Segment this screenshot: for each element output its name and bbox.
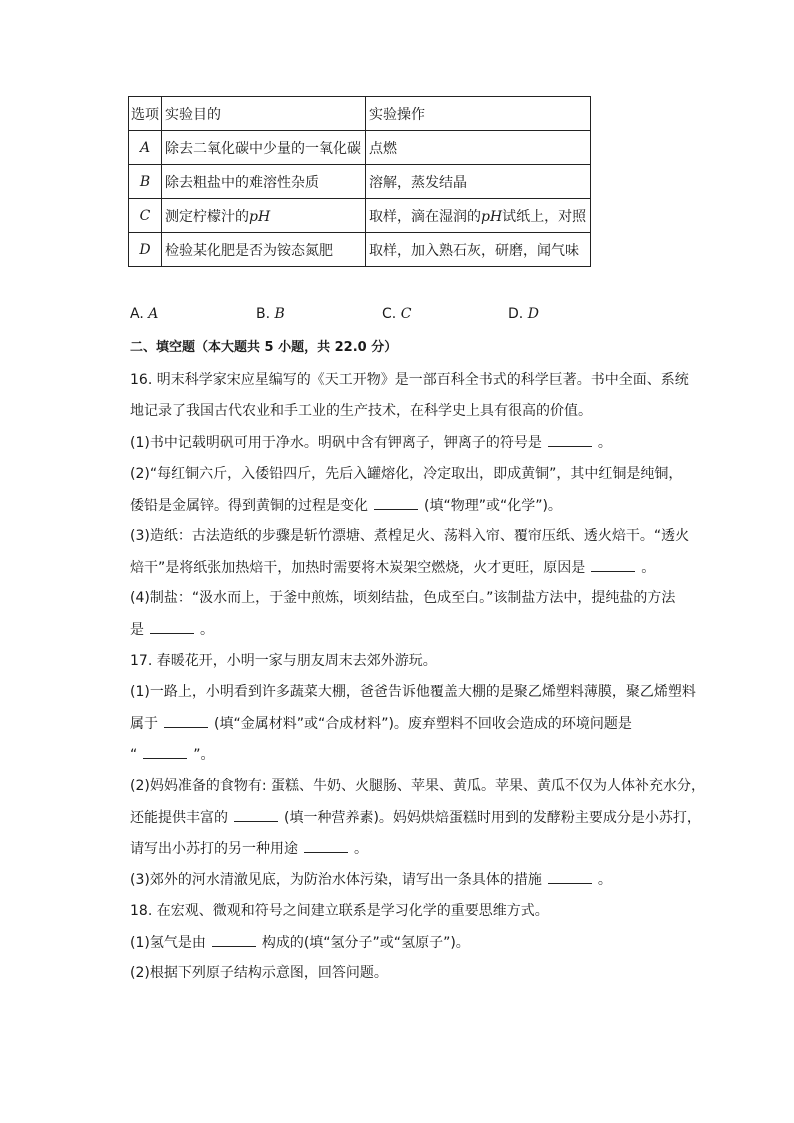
text: (填“物理”或“化学”)。 xyxy=(424,498,562,514)
q17-text: 17. 春暖花开，小明一家与朋友周末去郊外游玩。 xyxy=(130,653,437,669)
text: 请写出小苏打的另一种用途 xyxy=(130,841,298,857)
experiment-table xyxy=(128,96,591,267)
purpose-text: 测定柠檬汁的 xyxy=(165,208,249,225)
q18-part2: (2)根据下列原子结构示意图，回答问题。 xyxy=(130,965,388,981)
q16-part3-cont xyxy=(130,557,655,578)
row-purpose: 检验某化肥是否为铵态氮肥 xyxy=(162,233,366,267)
text: 。 xyxy=(354,841,368,857)
choice-value: D xyxy=(527,306,539,322)
header-operation: 实验操作 xyxy=(366,97,591,131)
q18-text: 18. 在宏观、微观和符号之间建立联系是学习化学的重要思维方式。 xyxy=(130,903,549,919)
text: ”。 xyxy=(193,747,215,763)
q16-part4: (4)制盐：“汲水而上，于釜中煎炼，顷刻结盐，色成至白。”该制盐方法中，提纯盐的方法 xyxy=(130,590,676,606)
answer-choices xyxy=(130,306,690,328)
q17-part3 xyxy=(130,869,612,890)
choice-c[interactable] xyxy=(382,306,411,322)
q17-part1: (1)一路上，小明看到许多蔬菜大棚，爸爸告诉他覆盖大棚的是聚乙烯塑料薄膜，聚乙烯塑料 xyxy=(130,684,696,700)
text: 。 xyxy=(200,622,214,638)
answer-blank[interactable] xyxy=(548,432,592,447)
text: 是 xyxy=(130,622,144,638)
operation-text: 取样，滴在湿润的 xyxy=(369,208,481,225)
text: (1)书中记载明矾可用于净水。明矾中含有钾离子，钾离子的符号是 xyxy=(130,435,542,451)
choice-value: C xyxy=(400,306,412,322)
q17-part2-cont xyxy=(130,807,701,828)
answer-blank[interactable] xyxy=(591,557,635,572)
text: (3)郊外的河水清澈见底，为防治水体污染，请写出一条具体的措施 xyxy=(130,872,542,888)
ph-symbol: pH xyxy=(481,208,503,225)
q16-part2-cont xyxy=(130,495,562,516)
answer-blank[interactable] xyxy=(212,932,256,947)
choice-label: C. xyxy=(382,306,397,322)
text: (填一种营养素)。妈妈烘焙蛋糕时用到的发酵粉主要成分是小苏打， xyxy=(284,810,701,826)
text: 还能提供丰富的 xyxy=(130,810,228,826)
q16-part1 xyxy=(130,432,612,453)
row-purpose xyxy=(162,199,366,233)
q17-part2-cont xyxy=(130,838,368,859)
text: 。 xyxy=(597,435,612,451)
section-heading: 二、填空题（本大题共 5 小题，共 22.0 分） xyxy=(130,340,398,355)
answer-blank[interactable] xyxy=(234,807,278,822)
text: 倭铅是金属锌。得到黄铜的过程是变化 xyxy=(130,498,368,514)
table-row xyxy=(129,165,591,199)
text: 。 xyxy=(597,872,612,888)
row-operation: 溶解，蒸发结晶 xyxy=(366,165,591,199)
q17-part1-cont xyxy=(130,713,632,734)
text: 构成的(填“氢分子”或“氢原子”)。 xyxy=(261,935,470,951)
choice-label: B. xyxy=(256,306,271,322)
row-purpose: 除去粗盐中的难溶性杂质 xyxy=(162,165,366,199)
ph-symbol: pH xyxy=(249,208,271,225)
row-purpose: 除去二氧化碳中少量的一氧化碳 xyxy=(162,131,366,165)
choice-value: B xyxy=(274,306,285,322)
choice-b[interactable] xyxy=(256,306,285,322)
text: 焙干”是将纸张加热焙干，加热时需要将木炭架空燃烧，火才更旺，原因是 xyxy=(130,560,586,576)
text: 。 xyxy=(641,560,656,576)
q16-part4-cont xyxy=(130,619,214,640)
answer-blank[interactable] xyxy=(143,744,187,759)
table-row xyxy=(129,131,591,165)
answer-blank[interactable] xyxy=(374,495,418,510)
q18-part1 xyxy=(130,932,470,953)
q16-text: 16. 明末科学家宋应星编写的《天工开物》是一部百科全书式的科学巨著。书中全面、系统 xyxy=(130,372,689,388)
answer-blank[interactable] xyxy=(164,713,208,728)
text: “ xyxy=(130,747,138,763)
row-option: A xyxy=(129,131,162,165)
choice-label: D. xyxy=(508,306,524,322)
row-option: B xyxy=(129,165,162,199)
choice-a[interactable] xyxy=(130,306,158,322)
choice-label: A. xyxy=(130,306,144,322)
table-row xyxy=(129,233,591,267)
q16-text: 地记录了我国古代农业和手工业的生产技术，在科学史上具有很高的价值。 xyxy=(130,403,592,419)
text: 属于 xyxy=(130,716,158,732)
row-operation: 点燃 xyxy=(366,131,591,165)
text: (1)氢气是由 xyxy=(130,935,206,951)
answer-blank[interactable] xyxy=(304,838,348,853)
q17-part2: (2)妈妈准备的食物有: 蛋糕、牛奶、火腿肠、苹果、黄瓜。苹果、黄瓜不仅为人体补充水分， xyxy=(130,778,705,794)
operation-text: 试纸上，对照 xyxy=(502,208,587,225)
row-operation: 取样，加入熟石灰，研磨，闻气味 xyxy=(366,233,591,267)
q17-part1-cont xyxy=(130,744,215,765)
header-purpose: 实验目的 xyxy=(162,97,366,131)
row-option: C xyxy=(129,199,162,233)
table-row xyxy=(129,199,591,233)
choice-value: A xyxy=(148,306,159,322)
q16-part3: (3)造纸：古法造纸的步骤是斩竹漂塘、煮楻足火、荡料入帘、覆帘压纸、透火焙干。“透火 xyxy=(130,528,690,544)
header-option: 选项 xyxy=(129,97,162,131)
row-operation xyxy=(366,199,591,233)
q16-part2: (2)“每红铜六斤，入倭铅四斤，先后入罐熔化，冷定取出，即成黄铜”，其中红铜是纯铜， xyxy=(130,466,683,482)
row-option: D xyxy=(129,233,162,267)
text: (填“金属材料”或“合成材料”)。废弃塑料不回收会造成的环境问题是 xyxy=(214,716,632,732)
answer-blank[interactable] xyxy=(150,619,194,634)
answer-blank[interactable] xyxy=(548,869,592,884)
choice-d[interactable] xyxy=(508,306,539,322)
table-header-row xyxy=(129,97,591,131)
